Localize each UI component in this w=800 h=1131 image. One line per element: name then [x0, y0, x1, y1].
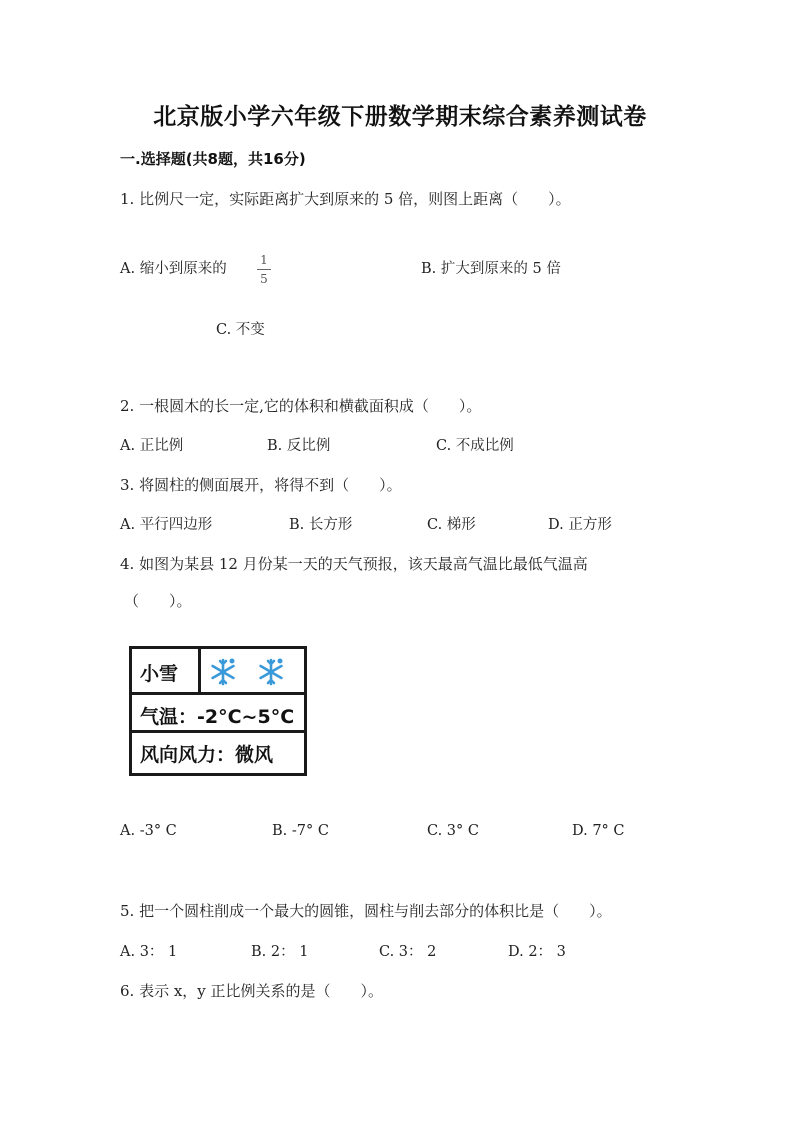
question-6-text: 6. 表示 x，y 正比例关系的是（ ）。	[120, 982, 384, 1000]
question-3-text: 3. 将圆柱的侧面展开，将得不到（ ）。	[120, 476, 402, 494]
question-5-option-c[interactable]: C. 3： 2	[379, 944, 437, 960]
question-4-option-a[interactable]: A. -3° C	[120, 823, 177, 839]
question-1-option-a[interactable]: A. 缩小到原来的	[120, 261, 227, 277]
snowflake-icon	[208, 657, 238, 687]
fraction-denominator: 5	[260, 272, 268, 286]
snowflake-icon	[256, 657, 286, 687]
question-5-option-d[interactable]: D. 2： 3	[508, 944, 566, 960]
question-2-option-a[interactable]: A. 正比例	[120, 438, 184, 454]
question-2-text: 2. 一根圆木的长一定,它的体积和横截面积成（ ）。	[120, 397, 482, 415]
question-2-option-b[interactable]: B. 反比例	[267, 438, 331, 454]
question-4-option-b[interactable]: B. -7° C	[272, 823, 329, 839]
question-3-option-c[interactable]: C. 梯形	[427, 517, 476, 533]
fraction-numerator: 1	[260, 253, 268, 267]
question-4-option-c[interactable]: C. 3° C	[427, 823, 479, 839]
weather-divider	[198, 649, 201, 695]
weather-row-wind	[132, 733, 304, 773]
weather-forecast-figure	[129, 646, 307, 776]
question-5-option-b[interactable]: B. 2： 1	[251, 944, 309, 960]
weather-row-temperature	[132, 695, 304, 733]
question-1-option-b[interactable]: B. 扩大到原来的 5 倍	[421, 261, 561, 277]
question-5-option-a[interactable]: A. 3： 1	[120, 944, 178, 960]
weather-row-condition	[132, 649, 304, 695]
question-3-option-b[interactable]: B. 长方形	[289, 517, 353, 533]
weather-temperature: 气温：-2°C~5°C	[140, 706, 295, 728]
question-1-option-c[interactable]: C. 不变	[216, 322, 265, 338]
page-title: 北京版小学六年级下册数学期末综合素养测试卷	[153, 103, 647, 130]
section-heading: 一.选择题(共8题，共16分)	[120, 150, 306, 168]
question-2-option-c[interactable]: C. 不成比例	[436, 438, 514, 454]
question-5-text: 5. 把一个圆柱削成一个最大的圆锥，圆柱与削去部分的体积比是（ ）。	[120, 902, 612, 920]
question-1-text: 1. 比例尺一定，实际距离扩大到原来的 5 倍，则图上距离（ ）。	[120, 190, 571, 208]
question-4-text: 4. 如图为某县 12 月份某一天的天气预报，该天最高气温比最低气温高	[120, 555, 588, 573]
question-3-option-a[interactable]: A. 平行四边形	[120, 517, 213, 533]
fraction-bar	[257, 269, 271, 270]
question-4-text-continued: （ ）。	[124, 592, 192, 610]
fraction-one-fifth	[257, 253, 271, 286]
weather-wind: 风向风力：微风	[140, 744, 274, 766]
weather-condition-label: 小雪	[140, 663, 179, 685]
question-4-option-d[interactable]: D. 7° C	[572, 823, 625, 839]
question-3-option-d[interactable]: D. 正方形	[548, 517, 612, 533]
